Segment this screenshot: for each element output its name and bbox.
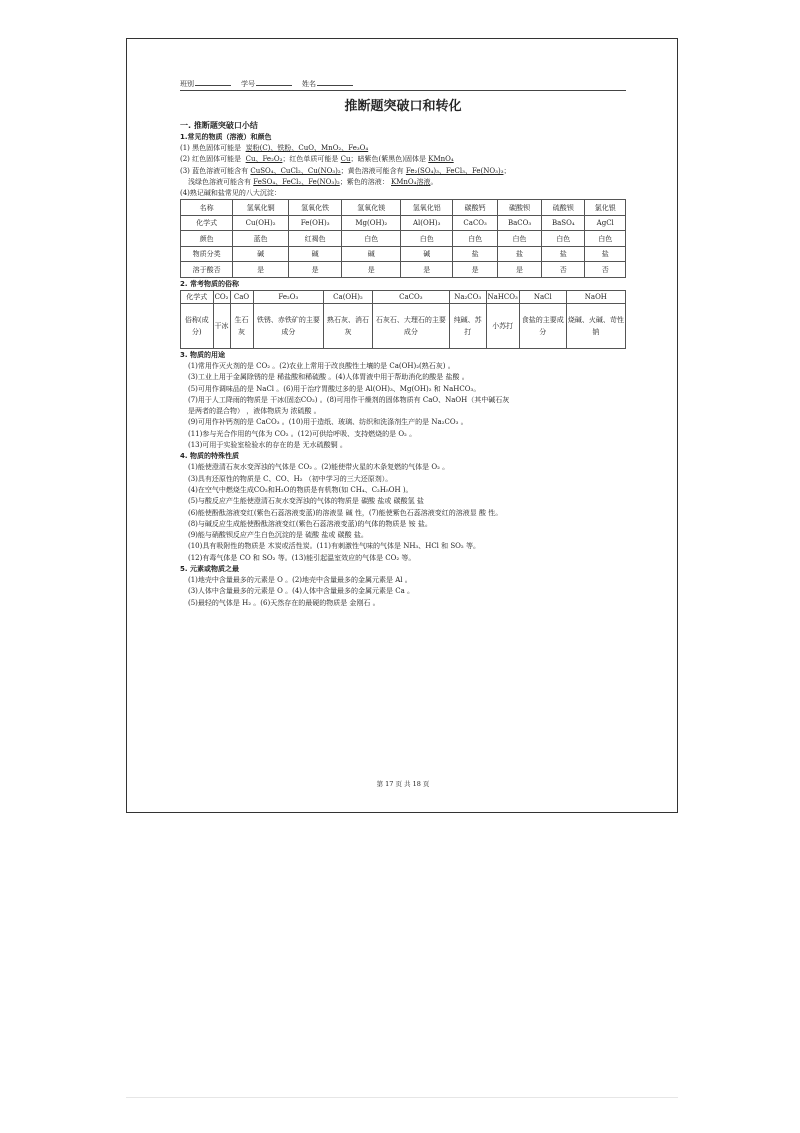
table-cell: 石灰石、大理石的主要成分 <box>372 303 449 348</box>
section-1-heading: 一. 推断题突破口小结 <box>180 121 258 130</box>
table-cell: CO₂ <box>213 290 230 303</box>
color-line-3: (3) 蓝色溶液可能含有 CuSO₄、CuCl₂、Cu(NO₃)₂；黄色溶液可能含有 Fe₂(SO₄)₃、FeCl₃、Fe(NO₃)₃； <box>180 166 511 175</box>
table-cell: Al(OH)₃ <box>401 215 453 231</box>
worksheet-content <box>180 79 626 788</box>
table-cell: NaHCO₃ <box>486 290 519 303</box>
table-cell: 蓝色 <box>233 231 289 247</box>
table-cell: 溶于酸否 <box>181 262 233 278</box>
table-cell: 氢氧化镁 <box>342 200 401 216</box>
list-item: (11)参与光合作用的气体为 CO₂ 。(12)可供给呼吸、支持燃烧的是 O₂ 。 <box>188 429 417 438</box>
table-cell: CaO <box>230 290 253 303</box>
table-cell: 化学式 <box>181 290 214 303</box>
table-cell: 是 <box>288 262 342 278</box>
table-cell: 氯化银 <box>585 200 626 216</box>
table-row <box>181 215 626 231</box>
table-cell: 铁锈、赤铁矿的主要成分 <box>253 303 324 348</box>
table-cell: NaOH <box>566 290 625 303</box>
list-item: (3)具有还原性的物质是 C、CO、H₂ （初中学习的三大还原剂）。 <box>188 474 393 483</box>
table-row <box>181 290 626 303</box>
table-row <box>181 231 626 247</box>
table-cell: 盐 <box>542 246 585 262</box>
table-cell: 碱 <box>342 246 401 262</box>
table-cell: 硫酸钡 <box>542 200 585 216</box>
color-line-4: 浅绿色溶液可能含有 FeSO₄、FeCl₂、Fe(NO₃)₂；紫色的溶液： KMnO₄溶液。 <box>188 177 438 186</box>
table-cell: 是 <box>401 262 453 278</box>
records-list <box>180 575 626 609</box>
uses-list <box>180 361 626 451</box>
list-item: (8)与碱反应生成能使酚酞溶液变红(紫色石蕊溶液变蓝)的气体的物质是 铵 盐。 <box>188 519 432 528</box>
table-cell: 碱 <box>401 246 453 262</box>
table-cell: Na₂CO₃ <box>449 290 486 303</box>
subsection-3-heading: 3. 物质的用途 <box>180 350 225 359</box>
table-cell: 是 <box>453 262 498 278</box>
table-cell: 白色 <box>401 231 453 247</box>
table-cell: 熟石灰、消石灰 <box>324 303 373 348</box>
table-cell: 生石灰 <box>230 303 253 348</box>
list-item: 是两者的混合物） ，液体物质为 浓硫酸 。 <box>188 407 321 416</box>
table-cell: 物质分类 <box>181 246 233 262</box>
table-cell: 是 <box>497 262 541 278</box>
subsection-2-heading: 2. 常考物质的俗称 <box>180 279 239 288</box>
table-cell: BaSO₄ <box>542 215 585 231</box>
precipitate-table <box>180 199 626 278</box>
class-field[interactable]: 班别 <box>180 79 231 89</box>
table-cell: 白色 <box>342 231 401 247</box>
table-cell: 白色 <box>497 231 541 247</box>
list-item: (5)最轻的气体是 H₂ 。(6)天然存在的最硬的物质是 金刚石 。 <box>188 598 380 607</box>
list-item: (9)可用作补钙剂的是 CaCO₃ 。(10)用于造纸、玻璃、纺织和洗涤剂生产的是 Na₂CO₃ 。 <box>188 418 468 427</box>
table-row <box>181 303 626 348</box>
table-row <box>181 262 626 278</box>
table-cell: 氢氧化铜 <box>233 200 289 216</box>
table-cell: 盐 <box>497 246 541 262</box>
table-cell: 食盐的主要成分 <box>519 303 566 348</box>
list-item: (1)能使澄清石灰水变浑浊的气体是 CO₂ 。(2)能使带火星的木条复燃的气体是 O₂ 。 <box>188 463 450 472</box>
table-cell: CaCO₃ <box>372 290 449 303</box>
table-cell: 纯碱、苏打 <box>449 303 486 348</box>
table-row <box>181 200 626 216</box>
list-item: (9)能与硝酸钡反应产生白色沉淀的是 硫酸 盐或 碳酸 盐。 <box>188 531 368 540</box>
list-item: (6)能使酚酞溶液变红(紫色石蕊溶液变蓝)的溶液显 碱 性，(7)能使紫色石蕊溶液变红的溶液显 酸 性。 <box>188 508 503 517</box>
table-cell: 烧碱、火碱、苛性钠 <box>566 303 625 348</box>
table-cell: 红褐色 <box>288 231 342 247</box>
student-info-line <box>180 79 626 91</box>
list-item: (7)用于人工降雨的物质是 干冰(固态CO₂) 。(8)可用作干燥剂的固体物质有 CaO、NaOH（其中碱石灰 <box>188 395 510 404</box>
bottom-rule <box>126 1097 678 1098</box>
table-cell: 是 <box>342 262 401 278</box>
table-cell: 碱 <box>288 246 342 262</box>
table-cell: Cu(OH)₂ <box>233 215 289 231</box>
subsection-5-heading: 5. 元素或物质之最 <box>180 565 239 574</box>
common-names-table <box>180 290 626 349</box>
name-field[interactable]: 姓名 <box>302 79 353 89</box>
page-footer: 第 17 页 共 18 页 <box>376 780 430 788</box>
list-item: (1)地壳中含量最多的元素是 O 。(2)地壳中含量最多的金属元素是 Al 。 <box>188 576 412 585</box>
table-cell: 盐 <box>585 246 626 262</box>
table-cell: 干冰 <box>213 303 230 348</box>
table-cell: 氢氧化铁 <box>288 200 342 216</box>
table-cell: 否 <box>585 262 626 278</box>
table-cell: CaCO₃ <box>453 215 498 231</box>
list-item: (10)具有吸附性的物质是 木炭或活性炭。(11)有刺激性气味的气体是 NH₃、HCl 和 SO₂ 等。 <box>188 542 480 551</box>
table-cell: 白色 <box>585 231 626 247</box>
table-cell: 否 <box>542 262 585 278</box>
list-item: (13)可用于实验室检验水的存在的是 无水硫酸铜 。 <box>188 441 347 450</box>
table-cell: Mg(OH)₂ <box>342 215 401 231</box>
page-title: 推断题突破口和转化 <box>344 99 462 114</box>
table-cell: 颜色 <box>181 231 233 247</box>
page-frame <box>126 38 678 813</box>
list-item: (4)在空气中燃烧生成CO₂和H₂O的物质是有机物(如 CH₄、C₂H₅OH )。 <box>188 485 413 494</box>
table-cell: 盐 <box>453 246 498 262</box>
table-cell: NaCl <box>519 290 566 303</box>
subsection-1-heading: 1.常见的物质（溶液）和颜色 <box>180 133 272 141</box>
list-item: (5)可用作调味品的是 NaCl 。(6)用于治疗胃酸过多的是 Al(OH)₃、Mg(OH)₂ 和 NaHCO₃。 <box>188 384 481 393</box>
table-cell: 名称 <box>181 200 233 216</box>
precipitate-table-caption: (4)熟记碱和盐常见的八大沉淀： <box>180 189 281 198</box>
table-cell: 白色 <box>453 231 498 247</box>
properties-list <box>180 462 626 564</box>
list-item: (12)有毒气体是 CO 和 SO₂ 等。(13)能引起温室效应的气体是 CO₂ 等。 <box>188 553 416 562</box>
table-row <box>181 246 626 262</box>
color-line-2: (2) 红色固体可能是 Cu、Fe₂O₃；红色单质可能是 Cu；暗紫色(紫黑色)固体是 KMnO₄ <box>180 155 454 164</box>
seat-number-field[interactable]: 学号 <box>241 79 292 89</box>
color-line-1: (1) 黑色固体可能是 炭粉(C)、铁粉、CuO、MnO₂、Fe₃O₄ <box>180 144 369 152</box>
table-cell: Fe(OH)₃ <box>288 215 342 231</box>
table-cell: Fe₂O₃ <box>253 290 324 303</box>
table-cell: Ca(OH)₂ <box>324 290 373 303</box>
table-cell: 俗称(成分) <box>181 303 214 348</box>
subsection-4-heading: 4. 物质的特殊性质 <box>180 452 239 461</box>
table-cell: 碳酸钡 <box>497 200 541 216</box>
list-item: (3)工业上用于金属除锈的是 稀盐酸和稀硫酸 。(4)人体胃液中用于帮助消化的酸是 盐酸 。 <box>188 373 469 382</box>
list-item: (3)人体中含量最多的元素是 O 。(4)人体中含量最多的金属元素是 Ca 。 <box>188 587 414 596</box>
table-cell: 小苏打 <box>486 303 519 348</box>
table-cell: BaCO₃ <box>497 215 541 231</box>
list-item: (5)与酸反应产生能使澄清石灰水变浑浊的气体的物质是 碳酸 盐或 碳酸氢 盐 <box>188 497 424 506</box>
table-cell: 白色 <box>542 231 585 247</box>
table-cell: 碱 <box>233 246 289 262</box>
table-cell: 氢氧化铝 <box>401 200 453 216</box>
table-cell: 是 <box>233 262 289 278</box>
table-cell: 碳酸钙 <box>453 200 498 216</box>
table-cell: 化学式 <box>181 215 233 231</box>
table-cell: AgCl <box>585 215 626 231</box>
list-item: (1)常用作灭火剂的是 CO₂ 。(2)农业上常用于改良酸性土壤的是 Ca(OH)₂(熟石灰) 。 <box>188 361 455 370</box>
